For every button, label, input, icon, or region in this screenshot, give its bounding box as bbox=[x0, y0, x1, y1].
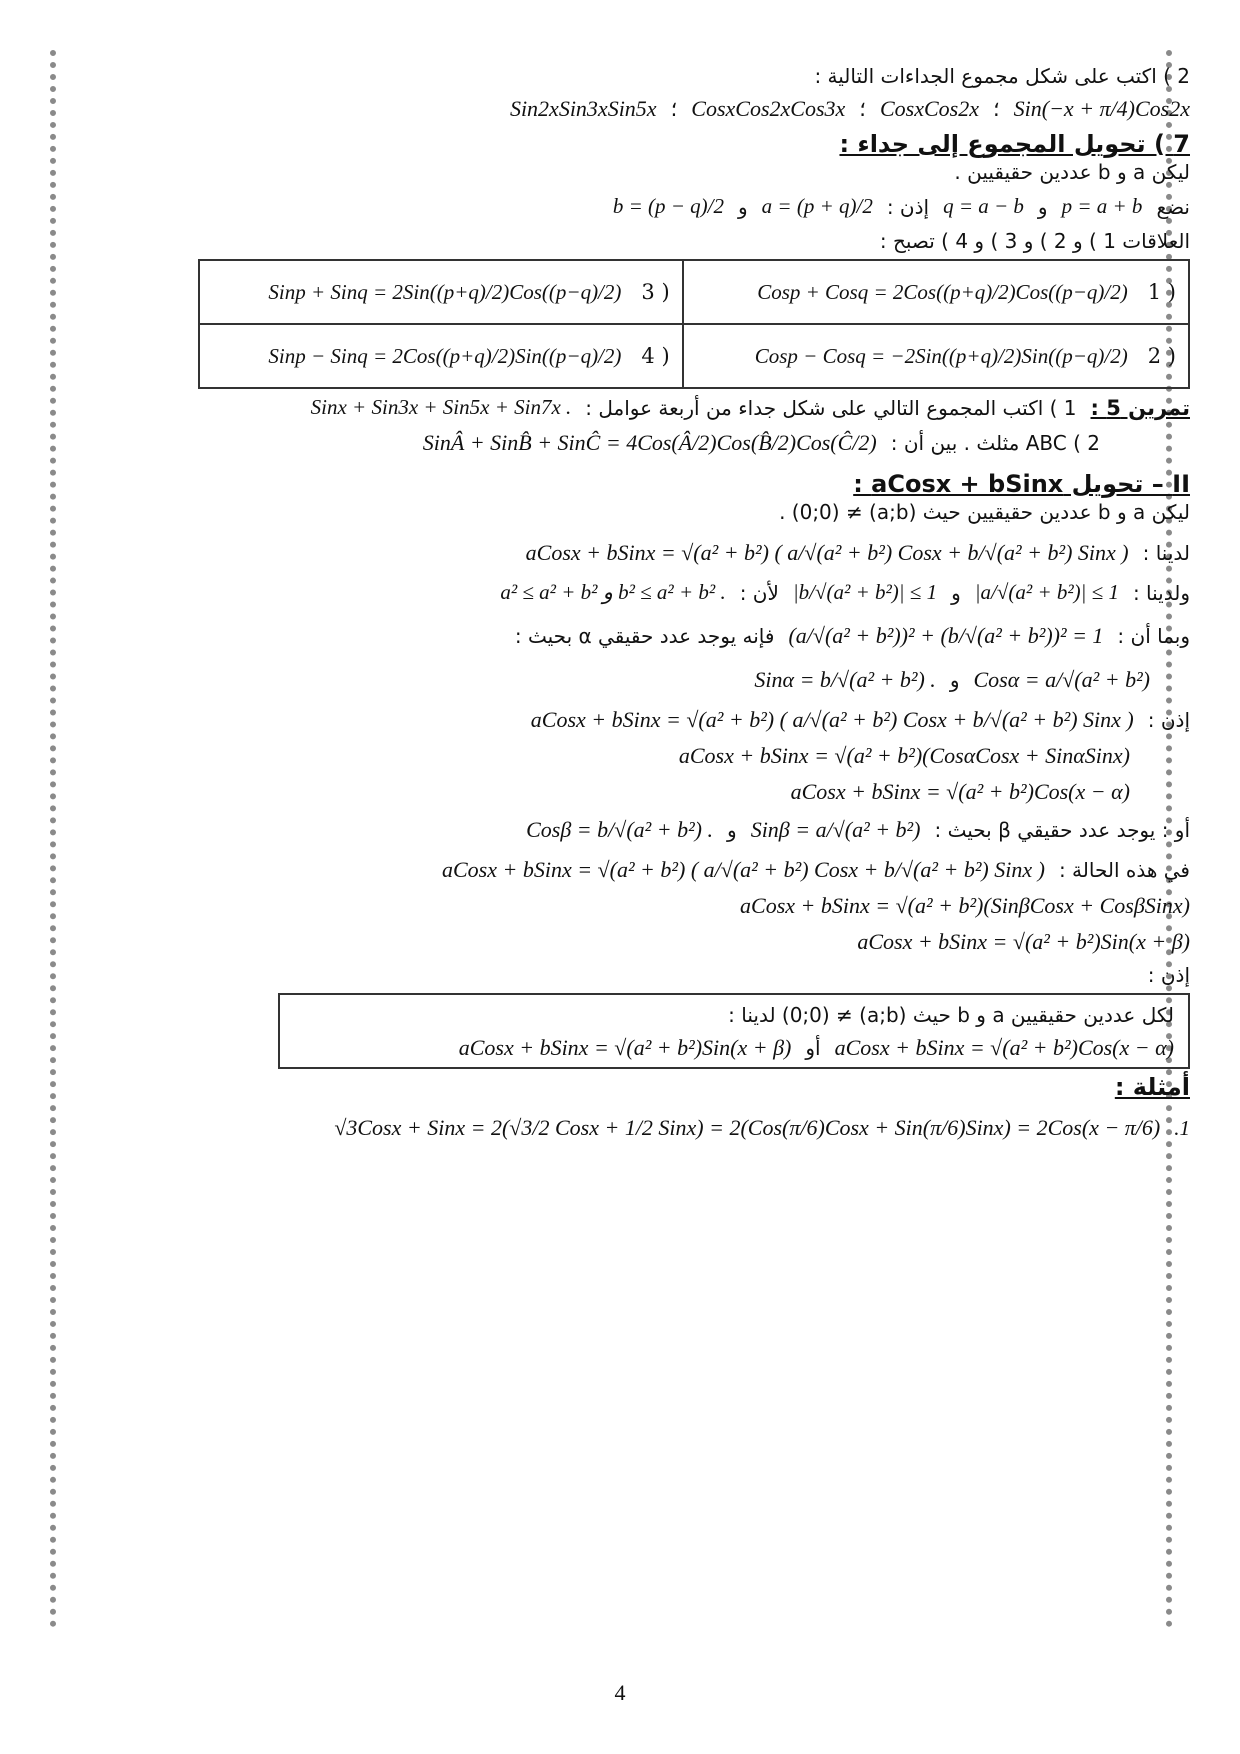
then-label: إذن : bbox=[886, 194, 930, 219]
we-have-label: لدينا : bbox=[1142, 541, 1190, 565]
eq2: aCosx + bSinx = √(a² + b²) ( a/√(a² + b²) Cosx + b/√(a² + b²) Sinx ) bbox=[530, 707, 1134, 732]
formula-number: ( 1 bbox=[1147, 279, 1176, 304]
also-label: ولدينا : bbox=[1132, 580, 1190, 605]
let-label: نضع bbox=[1156, 194, 1190, 219]
and-word: و bbox=[1037, 194, 1048, 219]
q2-instruction: 2 ) اكتب على شكل مجموع الجداءات التالية : bbox=[814, 64, 1190, 88]
p-def: p = a + b bbox=[1061, 194, 1143, 218]
formula-3: Sinp + Sinq = 2Sin((p+q)/2)Cos((p−q)/2) bbox=[268, 279, 622, 304]
eq6: aCosx + bSinx = √(a² + b²)(SinβCosx + CosβSinx) bbox=[740, 893, 1190, 918]
we-have-eq1 bbox=[110, 540, 1190, 566]
bounds-line bbox=[110, 580, 1190, 605]
result-formulas bbox=[294, 1035, 1174, 1061]
result-formula-sin: aCosx + bSinx = √(a² + b²)Sin(x + β) bbox=[458, 1035, 792, 1060]
exercise5-label: تمرين 5 : bbox=[1090, 395, 1190, 420]
cos-beta: Cosβ = b/√(a² + b²) . bbox=[526, 817, 714, 842]
exercise5-part1-expr: Sinx + Sin3x + Sin5x + Sin7x . bbox=[310, 395, 572, 419]
product-1: Sin(−x + π/4)Cos2x bbox=[1013, 96, 1190, 121]
section7-intro: ليكن a و b عددين حقيقيين . bbox=[954, 160, 1190, 184]
formula-3-cell bbox=[199, 260, 683, 324]
and-word: و bbox=[737, 194, 748, 219]
exercise5-part2-text: 2 ) ABC مثلث . بين أن : bbox=[890, 431, 1100, 455]
exercise5-part2 bbox=[110, 430, 1100, 456]
example-1-number: .1 bbox=[1174, 1115, 1190, 1140]
exists-alpha: فإنه يوجد عدد حقيقي α بحيث : bbox=[514, 624, 775, 648]
eq6-line bbox=[110, 893, 1190, 919]
example-1-expr: √3Cosx + Sinx = 2(√3/2 Cosx + 1/2 Sinx) = 2(Cos(π/6)Cosx + Sin(π/6)Sinx) = 2Cos(x − π/6) bbox=[334, 1115, 1161, 1140]
and-word: و bbox=[727, 818, 737, 842]
formula-4-cell bbox=[199, 324, 683, 388]
result-box bbox=[278, 993, 1190, 1069]
then-label: إذن : bbox=[1147, 708, 1190, 732]
sectionII-intro: ليكن a و b عددين حقيقيين حيث (a;b) ≠ (0;0) . bbox=[779, 500, 1190, 524]
b-expr: b = (p − q)/2 bbox=[612, 194, 724, 218]
formula-number: ( 4 bbox=[641, 343, 670, 368]
and-word: و bbox=[951, 580, 961, 605]
result-formula-cos: aCosx + bSinx = √(a² + b²)Cos(x − α) bbox=[834, 1035, 1174, 1060]
product-3: CosxCos2xCos3x bbox=[691, 96, 846, 121]
exercise5-part1 bbox=[110, 395, 1190, 420]
eq7: aCosx + bSinx = √(a² + b²)Sin(x + β) bbox=[857, 929, 1190, 954]
table-row bbox=[199, 260, 1189, 324]
example-1 bbox=[110, 1115, 1190, 1141]
eq3-line bbox=[110, 743, 1130, 769]
identity: (a/√(a² + b²))² + (b/√(a² + b²))² = 1 bbox=[788, 623, 1104, 648]
since-label: وبما أن : bbox=[1117, 624, 1190, 648]
because-label: لأن : bbox=[739, 580, 779, 605]
eq3: aCosx + bSinx = √(a² + b²)(CosαCosx + SinαSinx) bbox=[678, 743, 1130, 768]
formula-number: ( 2 bbox=[1147, 343, 1176, 368]
exercise5-part2-expr: SinÂ + SinB̂ + SinĈ = 4Cos(Â/2)Cos(B̂/2)Cos(Ĉ/2) bbox=[422, 430, 877, 455]
document-body bbox=[110, 62, 1190, 1155]
sum-to-product-table bbox=[198, 259, 1190, 389]
inequalities: a² ≤ a² + b² و b² ≤ a² + b² . bbox=[500, 580, 726, 604]
formula-2-cell bbox=[683, 324, 1189, 388]
section7-heading: 7 ) تحويل المجموع إلى جداء : bbox=[839, 130, 1190, 158]
eq5: aCosx + bSinx = √(a² + b²) ( a/√(a² + b²) Cosx + b/√(a² + b²) Sinx ) bbox=[441, 857, 1045, 882]
beta-line bbox=[110, 817, 1190, 843]
separator: ؛ bbox=[859, 97, 866, 121]
cos-alpha: Cosα = a/√(a² + b²) bbox=[973, 667, 1150, 692]
eq4: aCosx + bSinx = √(a² + b²)Cos(x − α) bbox=[790, 779, 1130, 804]
exercise5-part1-text: 1 ) اكتب المجموع التالي على شكل جداء من أربعة عوامل : bbox=[585, 395, 1077, 420]
separator: ؛ bbox=[992, 97, 1000, 121]
examples-label: أمثلة : bbox=[1114, 1073, 1190, 1101]
formula-number: ( 3 bbox=[641, 279, 670, 304]
sin-alpha: Sinα = b/√(a² + b²) . bbox=[754, 667, 936, 692]
separator: ؛ bbox=[670, 97, 678, 121]
alpha-defs bbox=[110, 667, 1150, 693]
product-4: Sin2xSin3xSin5x bbox=[509, 96, 657, 121]
formula-4: Sinp − Sinq = 2Cos((p+q)/2)Sin((p−q)/2) bbox=[268, 343, 622, 368]
result-box-intro: لكل عددين حقيقيين a و b حيث (a;b) ≠ (0;0) لدينا : bbox=[728, 1003, 1174, 1027]
in-this-case-label: في هذه الحالة : bbox=[1058, 858, 1190, 882]
sectionII-heading: II – تحويل aCosx + bSinx : bbox=[853, 470, 1190, 498]
a-expr: a = (p + q)/2 bbox=[761, 194, 873, 218]
q-def: q = a − b bbox=[943, 194, 1024, 218]
product-2: CosxCos2x bbox=[879, 96, 979, 121]
case-eq5 bbox=[110, 857, 1190, 883]
table-row bbox=[199, 324, 1189, 388]
conclusion-label: إذن : bbox=[1147, 963, 1190, 987]
eq1: aCosx + bSinx = √(a² + b²) ( a/√(a² + b²) Cosx + b/√(a² + b²) Sinx ) bbox=[525, 540, 1129, 565]
eq4-line bbox=[110, 779, 1130, 805]
bound-b: |b/√(a² + b²)| ≤ 1 bbox=[792, 580, 938, 604]
formula-1: Cosp + Cosq = 2Cos((p+q)/2)Cos((p−q)/2) bbox=[757, 279, 1128, 304]
and-word: و bbox=[949, 668, 960, 692]
page-number: 4 bbox=[614, 1680, 626, 1705]
or-beta-label: أو : يوجد عدد حقيقي β بحيث : bbox=[934, 818, 1190, 842]
since-line bbox=[110, 623, 1190, 649]
then-eq2 bbox=[110, 707, 1190, 733]
formula-2: Cosp − Cosq = −2Sin((p+q)/2)Sin((p−q)/2) bbox=[754, 343, 1128, 368]
or-word: أو bbox=[805, 1036, 821, 1060]
q2-products bbox=[110, 96, 1190, 122]
bound-a: |a/√(a² + b²)| ≤ 1 bbox=[974, 580, 1119, 604]
eq7-line bbox=[110, 929, 1190, 955]
formula-1-cell bbox=[683, 260, 1189, 324]
let-pq bbox=[110, 194, 1190, 219]
sin-beta: Sinβ = a/√(a² + b²) bbox=[750, 817, 921, 842]
relations-intro: العلاقات 1 ) و 2 ) و 3 ) و 4 ) تصبح : bbox=[879, 229, 1190, 253]
